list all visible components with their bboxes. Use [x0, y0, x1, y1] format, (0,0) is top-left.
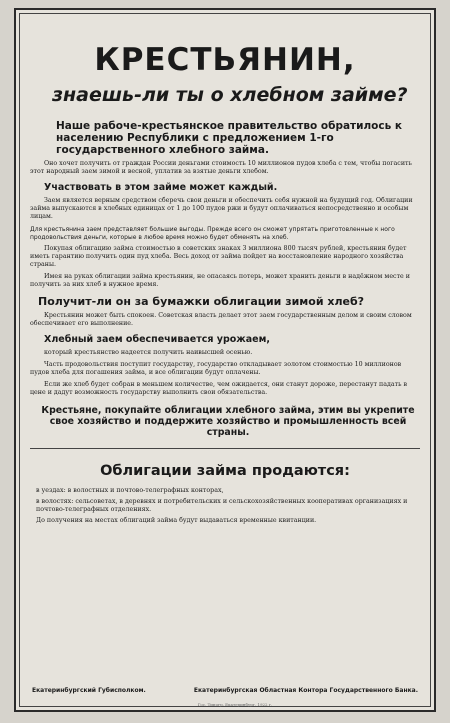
subheadline: знаешь-ли ты о хлебном займе?: [52, 84, 408, 106]
paragraph-8: Если же хлеб будет собран в меньшем количестве, чем ожидается, они станут дороже, перестанут падать в цене и дадут возможность государству выполнить свои обязательства.: [30, 381, 408, 396]
signature-left: Екатеринбургский Губисполком.: [32, 687, 146, 694]
signature-right: Екатеринбургская Областная Контора Государственного Банка.: [193, 687, 418, 694]
poster-content: [30, 10, 420, 528]
quote-paragraph: Для крестьянина заем представляет большие выгоды. Прежде всего он сможет упрятать приготовленные к ного продовольствия деньги, которые в любое время можно будет обменять на хлеб.: [30, 226, 395, 241]
heading-notes: Получит-ли он за бумажки облигации зимой хлеб?: [38, 295, 365, 308]
lead-paragraph: Наше рабоче-крестьянское правительство обратилось к населению Республики с предложением 1-го государственного хлебного займа.: [56, 120, 403, 156]
paragraph-1: Оно хочет получить от граждан России деньгами стоимость 10 миллионов пудов хлеба с тем, чтобы погасить этот народный заем зимой и весной, уплатив за взятые деньги хлебом.: [30, 160, 412, 175]
paragraph-5: Крестьянин может быть спокоен. Советская власть делает этот заем государственным делом и своим словом обеспечивает его выполнение.: [30, 312, 412, 327]
sales-list: [36, 487, 420, 525]
call-to-action: Крестьяне, покупайте облигации хлебного займа, этим вы укрепите свое хозяйство и поддержите хозяйство и промышленность всей страны.: [41, 405, 415, 438]
divider: [30, 448, 420, 449]
signatures: [32, 687, 418, 694]
paragraph-2: Заем является верным средством сберечь свои деньги и обеспечить себя нужной на будущий год. Облигации займа выпускаются в хлебных единицах от 1 до 100 пудов ржи и будут оплачиваться непосредственно и особым лицам.: [30, 197, 413, 220]
sales-heading: Облигации займа продаются:: [100, 463, 350, 479]
heading-participate: Участвовать в этом займе может каждый.: [44, 182, 278, 193]
sales-item: в уездах: в волостных и почтово-телеграфных конторах,: [36, 487, 224, 494]
printer-line: Гос. Типогр. Екатеринбург. 1922 г.: [197, 702, 273, 707]
paragraph-4: Имея на руках облигации займа крестьянин, не опасаясь потерь, может хранить деньги в надёжном месте и получить за них хлеб в нужное время.: [30, 273, 410, 288]
paragraph-6: который крестьянство надеется получить наивысшей осенью.: [44, 349, 253, 356]
headline: КРЕСТЬЯНИН,: [94, 42, 356, 78]
poster: [14, 8, 436, 712]
paragraph-3: Покупая облигацию займа стоимостью в советских знаках 3 миллиона 800 тысяч рублей, крестьянин будет иметь гарантию получить один пуд хлеба. Весь доход от займа пойдет на восстановление народного хозяйства страны.: [30, 245, 407, 268]
heading-crop: Хлебный заем обеспечивается урожаем,: [44, 334, 270, 345]
sales-item: в волостях: сельсоветах, в деревнях и потребительских и сельскохозяйственных кооперативах организациях и почтово-телеграфных отделениях.: [36, 498, 408, 513]
paragraph-7: Часть продовольствия поступит государству, государство откладывает золотом стоимостью 10 миллионов пудов хлеба для погашения займа, и все облигации будут оплачены.: [30, 361, 402, 376]
sales-item: До получения на местах облигаций займа будут выдаваться временные квитанции.: [36, 517, 317, 524]
